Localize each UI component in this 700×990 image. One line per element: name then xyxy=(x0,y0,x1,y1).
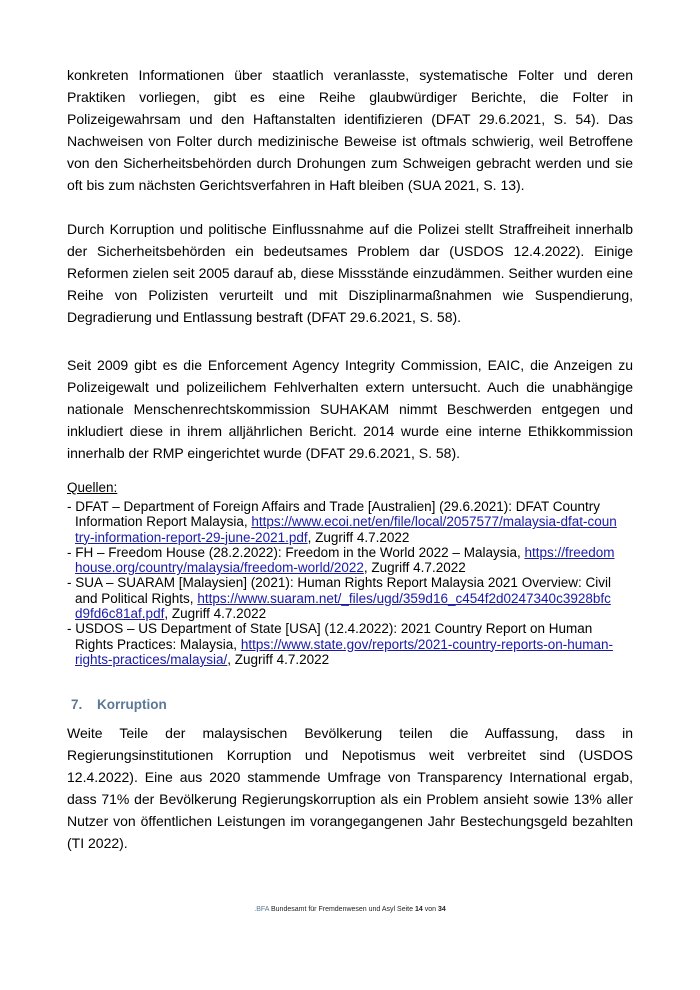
footer-org: Bundesamt für Fremdenwesen und Asyl Seite xyxy=(269,906,415,913)
source-item xyxy=(67,499,617,545)
source-access: , Zugriff 4.7.2022 xyxy=(307,529,410,545)
paragraph-eaic: Seit 2009 gibt es die Enforcement Agency Integrity Commission, EAIC, die Anzeigen zu Polizeigewalt und polizeilichem Fehlverhalten extern untersucht. Auch die unabhängige nationale Menschenrechtskommission SUHAKAM nimmt Beschwerden entgegen und inkludiert diese in ihrem alljährlichen Bericht. 2014 wurde eine interne Ethikkommission innerhalb der RMP eingerichtet wurde (DFAT 29.6.2021, S. 58). xyxy=(67,357,633,461)
paragraph-torture: konkreten Informationen über staatlich veranlasste, systematische Folter und deren Praktiken vorliegen, gibt es eine Reihe glaubwürdiger Berichte, die Folter in Polizeigewahrsam und den Haftanstalten identifizieren (DFAT 29.6.2021, S. 54). Das Nachweisen von Folter durch medizinische Beweise ist oftmals schwierig, weil Betroffene von den Sicherheitsbehörden durch Drohungen zum Schweigen gebracht werden und sie oft bis zum nächsten Gerichtsverfahren in Haft bleiben (SUA 2021, S. 13). xyxy=(67,67,633,193)
source-text: - USDOS – US Department of State [USA] (12.4.2022): 2021 Country Report on Human Rights Practices: Malaysia, xyxy=(67,621,593,652)
paragraph-corruption: Weite Teile der malaysischen Bevölkerung teilen die Auffassung, dass in Regierungsinstitutionen Korruption und Nepotismus weit verbreitet sind (USDOS 12.4.2022). Eine aus 2020 stammende Umfrage von Transparency International ergab, dass 71% der Bevölkerung Regierungskorruption als ein Problem ansieht sowie 13% aller Nutzer von öffentlichen Leistungen im vorangegangenen Jahr Bestechungsgeld bezahlten (TI 2022). xyxy=(67,725,633,851)
page-footer xyxy=(0,906,700,913)
footer-brand: .BFA xyxy=(254,906,270,913)
source-item xyxy=(67,545,617,576)
source-access: , Zugriff 4.7.2022 xyxy=(164,606,267,622)
footer-of: von xyxy=(422,906,438,913)
section-number: 7. xyxy=(71,697,83,712)
source-access: , Zugriff 4.7.2022 xyxy=(227,651,330,667)
source-access: , Zugriff 4.7.2022 xyxy=(363,560,466,576)
section-title: Korruption xyxy=(97,697,167,712)
source-text: - FH – Freedom House (28.2.2022): Freedom in the World 2022 – Malaysia, xyxy=(67,544,525,560)
sources-label: Quellen: xyxy=(67,480,118,495)
page-number: 14 xyxy=(414,906,423,913)
section-heading xyxy=(71,697,167,712)
source-text: - SUA – SUARAM [Malaysien] (2021): Human Rights Report Malaysia 2021 Overview: Civil and Political Rights, xyxy=(67,575,611,606)
source-link[interactable]: https://freedomhouse.org/country/malaysia/freedom-world/2022 xyxy=(75,544,615,576)
sources-list xyxy=(67,499,617,667)
source-item xyxy=(67,621,617,667)
source-text: - DFAT – Department of Foreign Affairs and Trade [Australien] (29.6.2021): DFAT Country Information Report Malaysia, xyxy=(67,499,601,530)
page-total: 34 xyxy=(437,906,446,913)
paragraph-impunity: Durch Korruption und politische Einflussnahme auf die Polizei stellt Straffreiheit innerhalb der Sicherheitsbehörden ein bedeutsames Problem dar (USDOS 12.4.2022). Einige Reformen zielen seit 2005 darauf ab, diese Missstände einzudämmen. Seither wurden eine Reihe von Polizisten verurteilt und mit Disziplinarmaßnahmen wie Suspendierung, Degradierung und Entlassung bestraft (DFAT 29.6.2021, S. 58). xyxy=(67,221,633,325)
source-link[interactable]: https://www.ecoi.net/en/file/local/2057577/malaysia-dfat-country-information-report-29-june-2021.pdf xyxy=(75,514,617,545)
source-link[interactable]: https://www.suaram.net/_files/ugd/359d16_c454f2d0247340c3928bfcd9fd6c81af.pdf xyxy=(75,590,611,622)
source-link[interactable]: https://www.state.gov/reports/2021-country-reports-on-human-rights-practices/malaysia/ xyxy=(75,636,613,667)
source-item xyxy=(67,575,617,621)
